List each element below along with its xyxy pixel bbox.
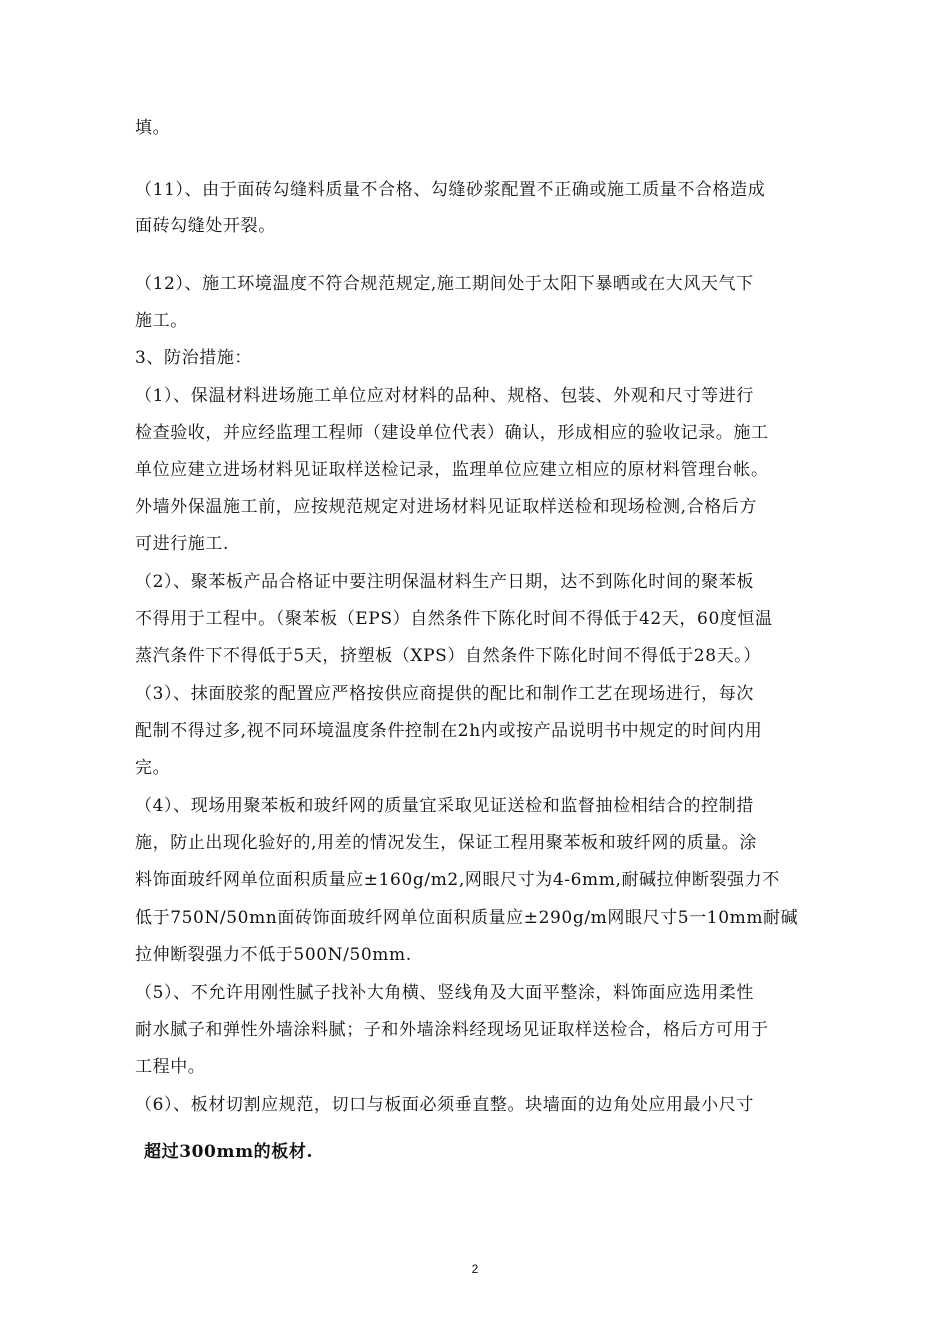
- text-line: （11）、由于面砖勾缝料质量不合格、勾缝砂浆配置不正确或施工质量不合格造成: [135, 180, 766, 200]
- text-line: 拉伸断裂强力不低于500N/50mm.: [135, 945, 412, 965]
- text-line: 施工。: [135, 311, 188, 331]
- text-line: 面砖勾缝处开裂。: [135, 216, 276, 236]
- text-line: 完。: [135, 758, 171, 778]
- text-line: 施，防止出现化验好的,用差的情况发生，保证工程用聚苯板和玻纤网的质量。涂: [135, 833, 758, 853]
- text-line: 低于750N/50mn面砖饰面玻纤网单位面积质量应±290g/m网眼尺寸5一10mm耐碱: [135, 908, 799, 928]
- text-line: （1）、保温材料进场施工单位应对材料的品种、规格、包装、外观和尺寸等进行: [135, 386, 754, 406]
- text-line: 配制不得过多,视不同环境温度条件控制在2h内或按产品说明书中规定的时间内用: [135, 721, 763, 741]
- text-line: 耐水腻子和弹性外墙涂料腻；子和外墙涂料经现场见证取样送检合，格后方可用于: [135, 1020, 769, 1040]
- text-line: （12）、施工环境温度不符合规范规定,施工期间处于太阳下暴晒或在大风天气下: [135, 274, 754, 294]
- text-line: （4）、现场用聚苯板和玻纤网的质量宜采取见证送检和监督抽检相结合的控制措: [135, 796, 754, 816]
- text-line: 外墙外保温施工前，应按规范规定对进场材料见证取样送检和现场检测,合格后方: [135, 497, 758, 517]
- text-line: （5）、不允许用刚性腻子找补大角横、竖线角及大面平整涂，料饰面应选用柔性: [135, 983, 754, 1003]
- text-line: （2）、聚苯板产品合格证中要注明保温材料生产日期，达不到陈化时间的聚苯板: [135, 572, 754, 592]
- text-line: 可进行施工.: [135, 534, 230, 554]
- text-line: 工程中。: [135, 1057, 206, 1077]
- text-line: （3）、抹面胶浆的配置应严格按供应商提供的配比和制作工艺在现场进行，每次: [135, 684, 754, 704]
- text-line: （6）、板材切割应规范，切口与板面必须垂直整。块墙面的边角处应用最小尺寸: [135, 1095, 754, 1115]
- text-line: 蒸汽条件下不得低于5天，挤塑板（XPS）自然条件下陈化时间不得低于28天。）: [135, 646, 761, 666]
- text-line: 不得用于工程中。（聚苯板（EPS）自然条件下陈化时间不得低于42天，60度恒温: [135, 609, 773, 629]
- text-line: 超过300mm的板材.: [144, 1142, 313, 1162]
- text-line: 单位应建立进场材料见证取样送检记录，监理单位应建立相应的原材料管理台帐。: [135, 460, 769, 480]
- section-heading: 3、防治措施：: [135, 348, 253, 368]
- text-line: 检查验收，并应经监理工程师（建设单位代表）确认，形成相应的验收记录。施工: [135, 423, 769, 443]
- text-line: 填。: [135, 118, 171, 138]
- page-number: 2: [471, 1262, 479, 1276]
- text-line: 料饰面玻纤网单位面积质量应±160g/m2,网眼尺寸为4-6mm,耐碱拉伸断裂强力不: [135, 870, 780, 890]
